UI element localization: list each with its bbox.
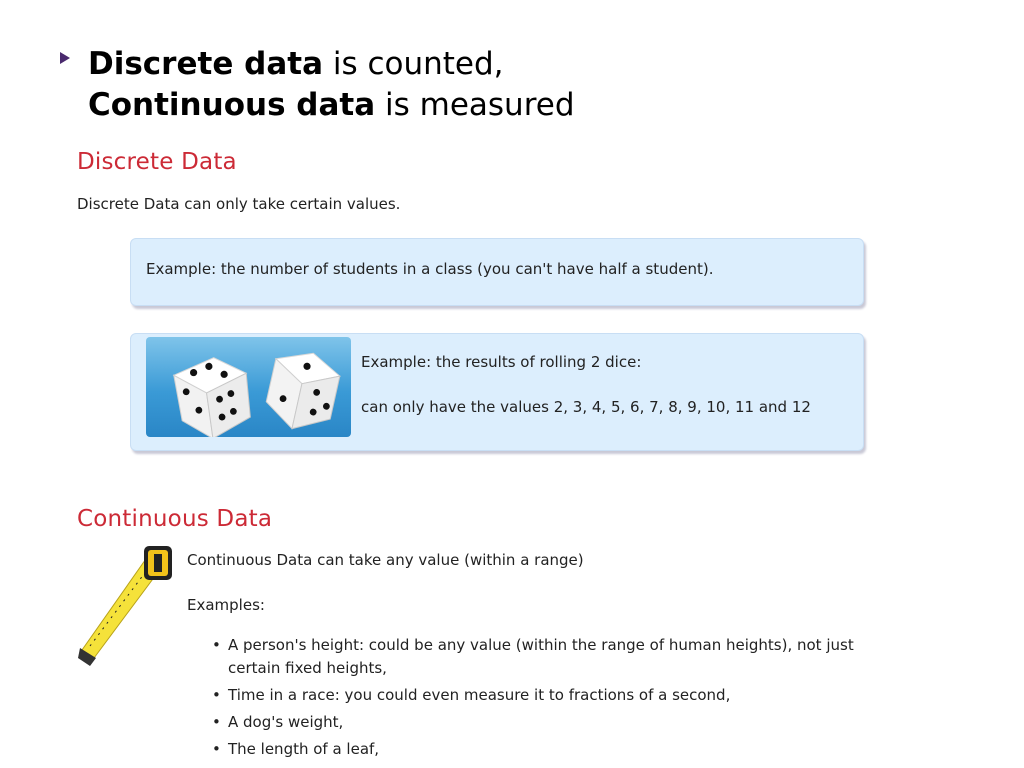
examples-label: Examples: [187,596,265,614]
list-item: • A person's height: could be any value (within the range of human heights), not just certain fixed heights, [212,634,892,680]
list-item: • Time in a race: you could even measure it to fractions of a second, [212,684,892,707]
discrete-description: Discrete Data can only take certain values. [77,195,401,213]
discrete-data-title: Discrete Data [77,149,237,175]
tape-measure-icon [76,546,186,671]
example-dice-text-1: Example: the results of rolling 2 dice: [361,353,642,371]
dice-icon [146,337,351,437]
example-dice-text-2: can only have the values 2, 3, 4, 5, 6, 7, 8, 9, 10, 11 and 12 [361,398,811,416]
continuous-description: Continuous Data can take any value (within a range) [187,551,584,569]
example-students-text: Example: the number of students in a class (you can't have half a student). [146,260,714,278]
continuous-examples-list [212,634,892,765]
heading-line-2-rest: is measured [375,87,575,123]
continuous-data-title: Continuous Data [77,506,273,532]
heading-line-1-rest: is counted, [322,46,504,82]
heading-line-2-bold: Continuous data [88,87,376,123]
heading-line-1 [88,45,504,83]
heading-line-1-bold: Discrete data [88,46,323,82]
bullet-arrow-icon [60,52,70,64]
heading-line-2 [88,86,575,124]
list-item: • The length of a leaf, [212,738,892,761]
list-item: • A dog's weight, [212,711,892,734]
